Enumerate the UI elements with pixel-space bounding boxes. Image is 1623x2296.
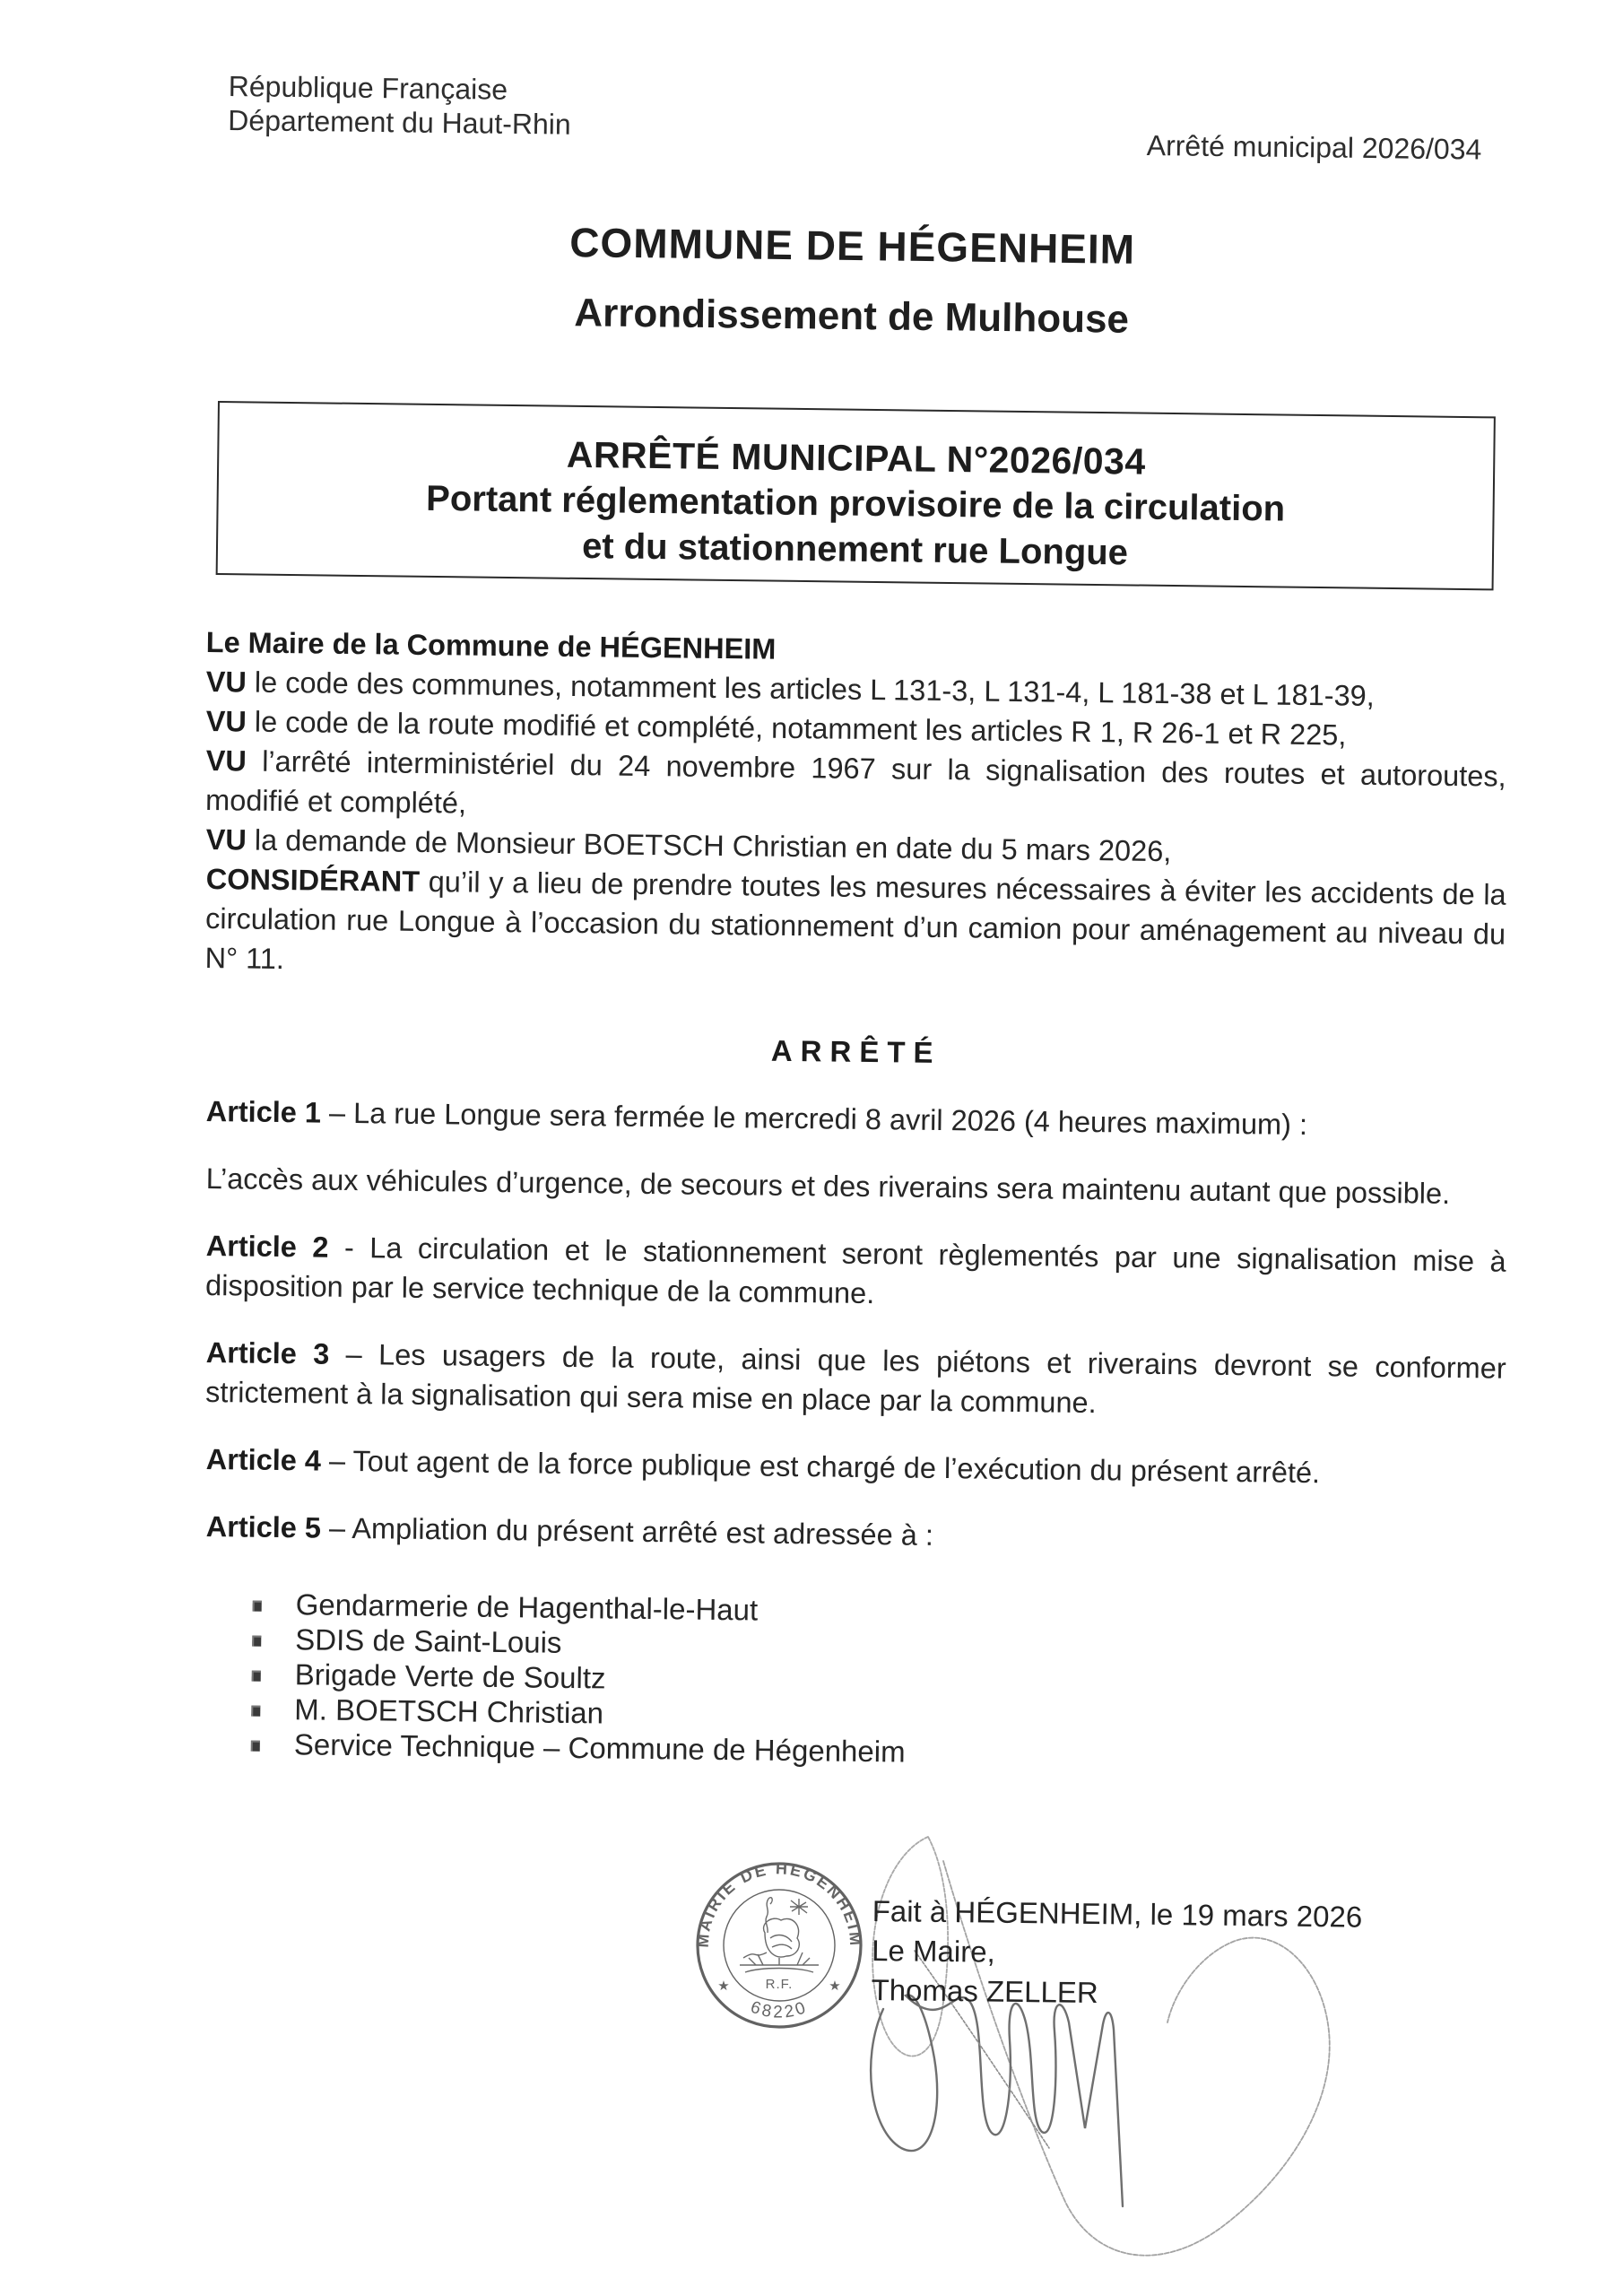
article-separator: – bbox=[328, 1096, 346, 1129]
article-4 bbox=[205, 1439, 1506, 1495]
article-label: Article 5 bbox=[205, 1509, 322, 1544]
header-left-block bbox=[228, 69, 571, 142]
article-text: La circulation et le stationnement seront règlementés par une signalisation mise à disposition par le service technique de la commune. bbox=[204, 1231, 1506, 1310]
signature-name: Thomas ZELLER bbox=[871, 1972, 1098, 2010]
signature-block bbox=[871, 1892, 1362, 2016]
stamp-postcode: 68220 bbox=[748, 1997, 811, 2022]
bullet-square-icon bbox=[252, 1636, 261, 1647]
clause-text: le code de la route modifié et complété, notamment les articles R 1, R 26-1 et R 225, bbox=[254, 705, 1347, 752]
signature-title: Le Maire, bbox=[871, 1933, 995, 1969]
stamp-star-left: ★ bbox=[717, 1979, 730, 1994]
article-text: L’accès aux véhicules d’urgence, de secours et des riverains sera maintenu autant que possible. bbox=[205, 1161, 1451, 1210]
bullet-square-icon bbox=[251, 1706, 260, 1717]
decree-box-line3: et du stationnement rue Longue bbox=[581, 526, 1129, 573]
article-2 bbox=[205, 1226, 1506, 1321]
commune-heading bbox=[204, 213, 1499, 349]
decree-box-line1: ARRÊTÉ MUNICIPAL N°2026/034 bbox=[566, 433, 1146, 483]
header-decree-reference: Arrêté municipal 2026/034 bbox=[1146, 129, 1482, 166]
header-republique: République Française bbox=[228, 69, 508, 106]
article-label: Article 2 bbox=[205, 1229, 329, 1264]
article-text: Tout agent de la force publique est chargé de l’exécution du présent arrêté. bbox=[352, 1445, 1321, 1490]
clause-label: VU bbox=[205, 704, 247, 738]
article-label: Article 1 bbox=[205, 1094, 322, 1129]
article-separator: – bbox=[328, 1444, 346, 1477]
article-1-note bbox=[205, 1159, 1506, 1214]
clause-text: le code des communes, notamment les articles L 131-3, L 131-4, L 181-38 et L 181-39, bbox=[254, 665, 1376, 712]
clause-label: VU bbox=[205, 665, 247, 699]
signature-place-date: Fait à HÉGENHEIM, le 19 mars 2026 bbox=[872, 1893, 1363, 1934]
bullet-square-icon bbox=[252, 1671, 261, 1682]
recipient-text: Service Technique – Commune de Hégenheim bbox=[293, 1727, 906, 1769]
clause-considerant bbox=[204, 859, 1506, 994]
recipient-text: Gendarmerie de Hagenthal-le-Haut bbox=[295, 1587, 759, 1627]
decree-box-line2: Portant réglementation provisoire de la circulation bbox=[425, 478, 1286, 529]
clause-label: VU bbox=[205, 744, 247, 778]
decree-title-box bbox=[216, 401, 1496, 590]
recipient-text: M. BOETSCH Christian bbox=[294, 1692, 604, 1730]
stamp-ring-text: MAIRIE DE HEGENHEIM bbox=[694, 1860, 864, 1949]
article-5 bbox=[205, 1507, 1506, 1562]
clause-label: CONSIDÉRANT bbox=[205, 862, 421, 898]
recipient-text: Brigade Verte de Soultz bbox=[294, 1657, 606, 1695]
recipients-list bbox=[204, 1586, 1506, 1777]
commune-title: COMMUNE DE HÉGENHEIM bbox=[568, 219, 1136, 273]
article-separator: – bbox=[345, 1337, 362, 1371]
article-text: Ampliation du présent arrêté est adressée à : bbox=[352, 1511, 934, 1552]
article-3 bbox=[205, 1333, 1506, 1428]
clause-label: VU bbox=[205, 822, 247, 857]
article-1 bbox=[205, 1091, 1506, 1147]
article-text: La rue Longue sera fermée le mercredi 8 avril 2026 (4 heures maximum) : bbox=[352, 1097, 1308, 1142]
arrete-heading: ARRÊTÉ bbox=[770, 1033, 942, 1070]
article-text: Les usagers de la route, ainsi que les piétons et riverains devront se conformer strictement à la signalisation qui sera mise en place par la commune. bbox=[204, 1338, 1506, 1420]
document-body bbox=[204, 622, 1506, 1769]
clause-text: la demande de Monsieur BOETSCH Christian en date du 5 mars 2026, bbox=[254, 823, 1172, 868]
article-separator: - bbox=[343, 1231, 355, 1265]
article-label: Article 4 bbox=[205, 1442, 322, 1477]
clause-text: qu’il y a lieu de prendre toutes les mesures nécessaires à éviter les accidents de la circulation rue Longue à l’occasion du stationnement d’un camion pour aménagement au niveau du N° 11. bbox=[204, 865, 1506, 976]
commune-subtitle: Arrondissement de Mulhouse bbox=[574, 291, 1130, 342]
article-label: Article 3 bbox=[205, 1335, 330, 1370]
preamble-intro-text: Le Maire de la Commune de HÉGENHEIM bbox=[205, 625, 777, 665]
mayor-signature-scribble bbox=[834, 1807, 1345, 2265]
bullet-square-icon bbox=[251, 1741, 260, 1752]
stamp-star-right: ★ bbox=[829, 1979, 841, 1994]
clause-text: l’arrêté interministériel du 24 novembre 1967 sur la signalisation des routes et autoroutes, modifié et complété, bbox=[204, 744, 1506, 820]
recipient-text: SDIS de Saint-Louis bbox=[295, 1622, 562, 1659]
bullet-square-icon bbox=[253, 1601, 262, 1612]
header-departement: Département du Haut-Rhin bbox=[228, 103, 571, 141]
article-separator: – bbox=[328, 1511, 346, 1544]
stamp-rf: R.F. bbox=[765, 1977, 794, 1992]
